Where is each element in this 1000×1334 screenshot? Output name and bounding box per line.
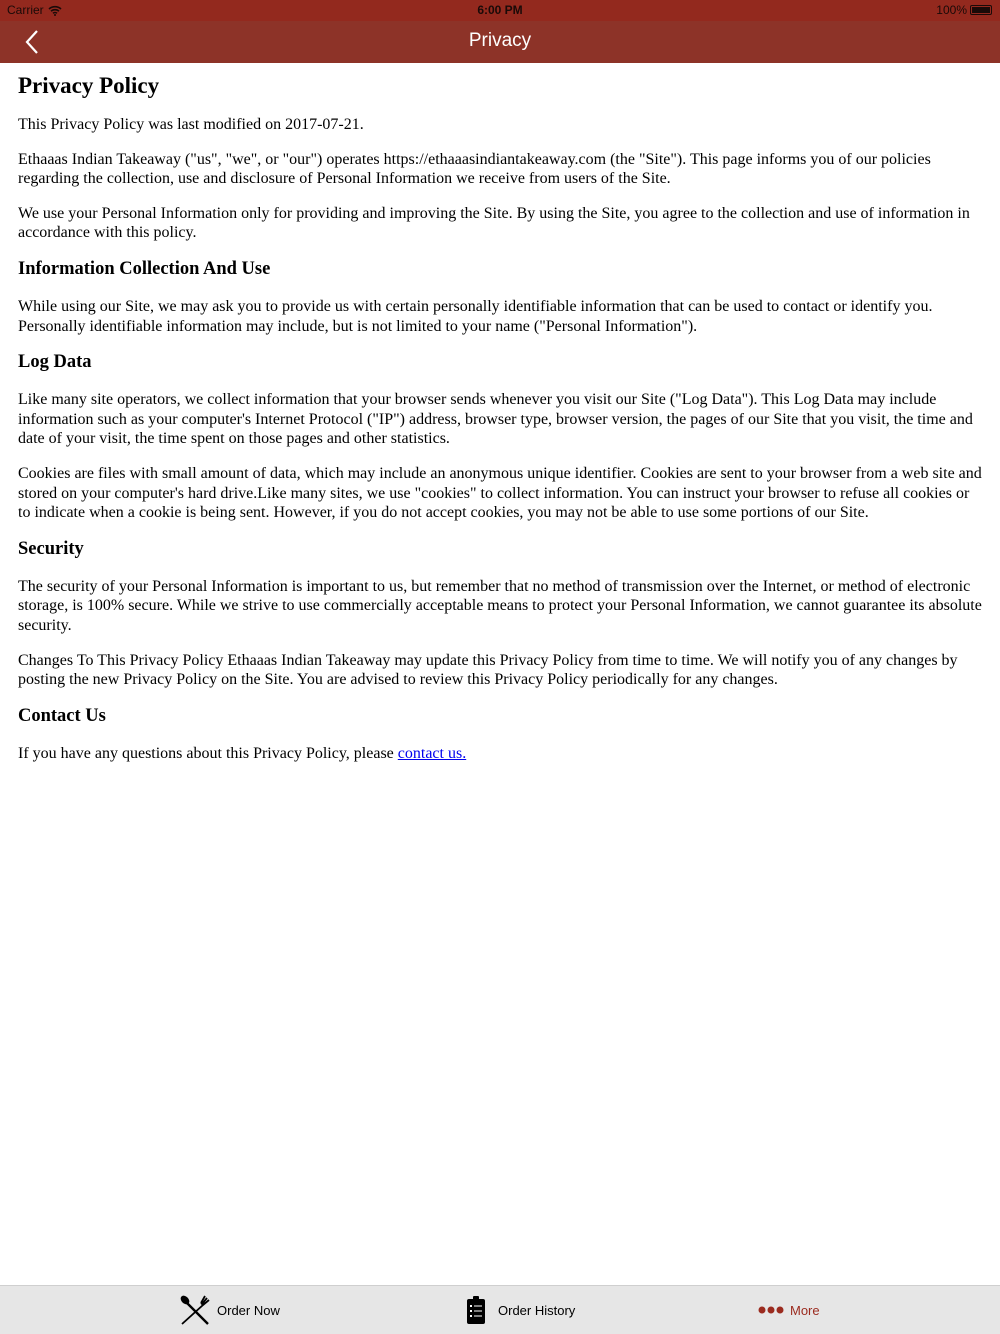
- privacy-content: [18, 63, 982, 778]
- collection-paragraph: While using our Site, we may ask you to provide us with certain personally identifiable information that can be used to contact or identify you. Personally identifiable information may include, but is not limited to your name ("Personal Information").: [18, 297, 933, 335]
- changes-paragraph: Changes To This Privacy Policy Ethaaas Indian Takeaway may update this Privacy Policy from time to time. We will notify you of any changes by posting the new Privacy Policy on the Site. You are advised to review this Privacy Policy periodically for any changes.: [18, 651, 958, 689]
- battery-info: [936, 3, 992, 17]
- policy-heading: Privacy Policy: [18, 73, 160, 98]
- page-title: Privacy: [468, 30, 532, 51]
- modified-paragraph: This Privacy Policy was last modified on 2017-07-21.: [18, 116, 364, 133]
- tab-order-history[interactable]: [466, 1286, 575, 1334]
- battery-percent: 100%: [936, 3, 967, 17]
- clipboard-list-icon: [466, 1295, 486, 1325]
- navigation-bar: [0, 21, 1000, 63]
- contact-paragraph: [18, 744, 982, 764]
- contact-heading: Contact Us: [18, 705, 106, 726]
- cookies-paragraph: Cookies are files with small amount of data, which may include an anonymous unique identifier. Cookies are sent to your browser from a web site and stored on your computer's hard drive.Like many sites, we use "cookies" to collect information. You can instruct your browser to refuse all cookies or to indicate when a cookie is being sent. However, if you do not accept cookies, you may not be able to use some portions of our Site.: [18, 464, 982, 522]
- log-data-paragraph: Like many site operators, we collect information that your browser sends whenever you visit our Site ("Log Data"). This Log Data may include information such as your computer's Internet Protocol ("IP") address, browser type, browser version, the pages of our Site that you visit, the time and date of your visit, the time spent on those pages and other statistics.: [18, 391, 973, 448]
- security-heading: Security: [18, 538, 84, 559]
- collection-heading: Information Collection And Use: [18, 258, 271, 279]
- carrier-label: Carrier: [7, 3, 44, 17]
- tab-order-now[interactable]: [179, 1286, 280, 1334]
- security-paragraph: The security of your Personal Information is important to us, but remember that no method of transmission over the Internet, or method of electronic storage, is 100% secure. While we strive to use commercially acceptable means to protect your Personal Information, we cannot guarantee its absolute security.: [18, 577, 982, 634]
- tab-more[interactable]: [758, 1286, 820, 1334]
- tab-label: More: [790, 1302, 820, 1318]
- contact-us-link[interactable]: contact us.: [397, 744, 467, 762]
- status-time: 6:00 PM: [477, 3, 523, 17]
- status-bar: [0, 0, 1000, 21]
- use-paragraph: We use your Personal Information only for providing and improving the Site. By using the Site, you agree to the collection and use of information in accordance with this policy.: [18, 204, 970, 242]
- contact-text: If you have any questions about this Privacy Policy, please: [18, 744, 398, 762]
- log-data-heading: Log Data: [18, 352, 92, 373]
- fork-spoon-icon: [179, 1294, 211, 1326]
- tab-bar: [0, 1285, 1000, 1334]
- intro-paragraph: Ethaaas Indian Takeaway ("us", "we", or "our") operates https://ethaaasindiantakeaway.com (the "Site"). This page informs you of our policies regarding the collection, use and disclosure of Personal Information we receive from users of the Site.: [18, 150, 931, 188]
- tab-label: Order History: [498, 1302, 576, 1318]
- tab-label: Order Now: [217, 1302, 280, 1318]
- more-dots-icon: [758, 1306, 784, 1314]
- battery-icon: [970, 5, 992, 15]
